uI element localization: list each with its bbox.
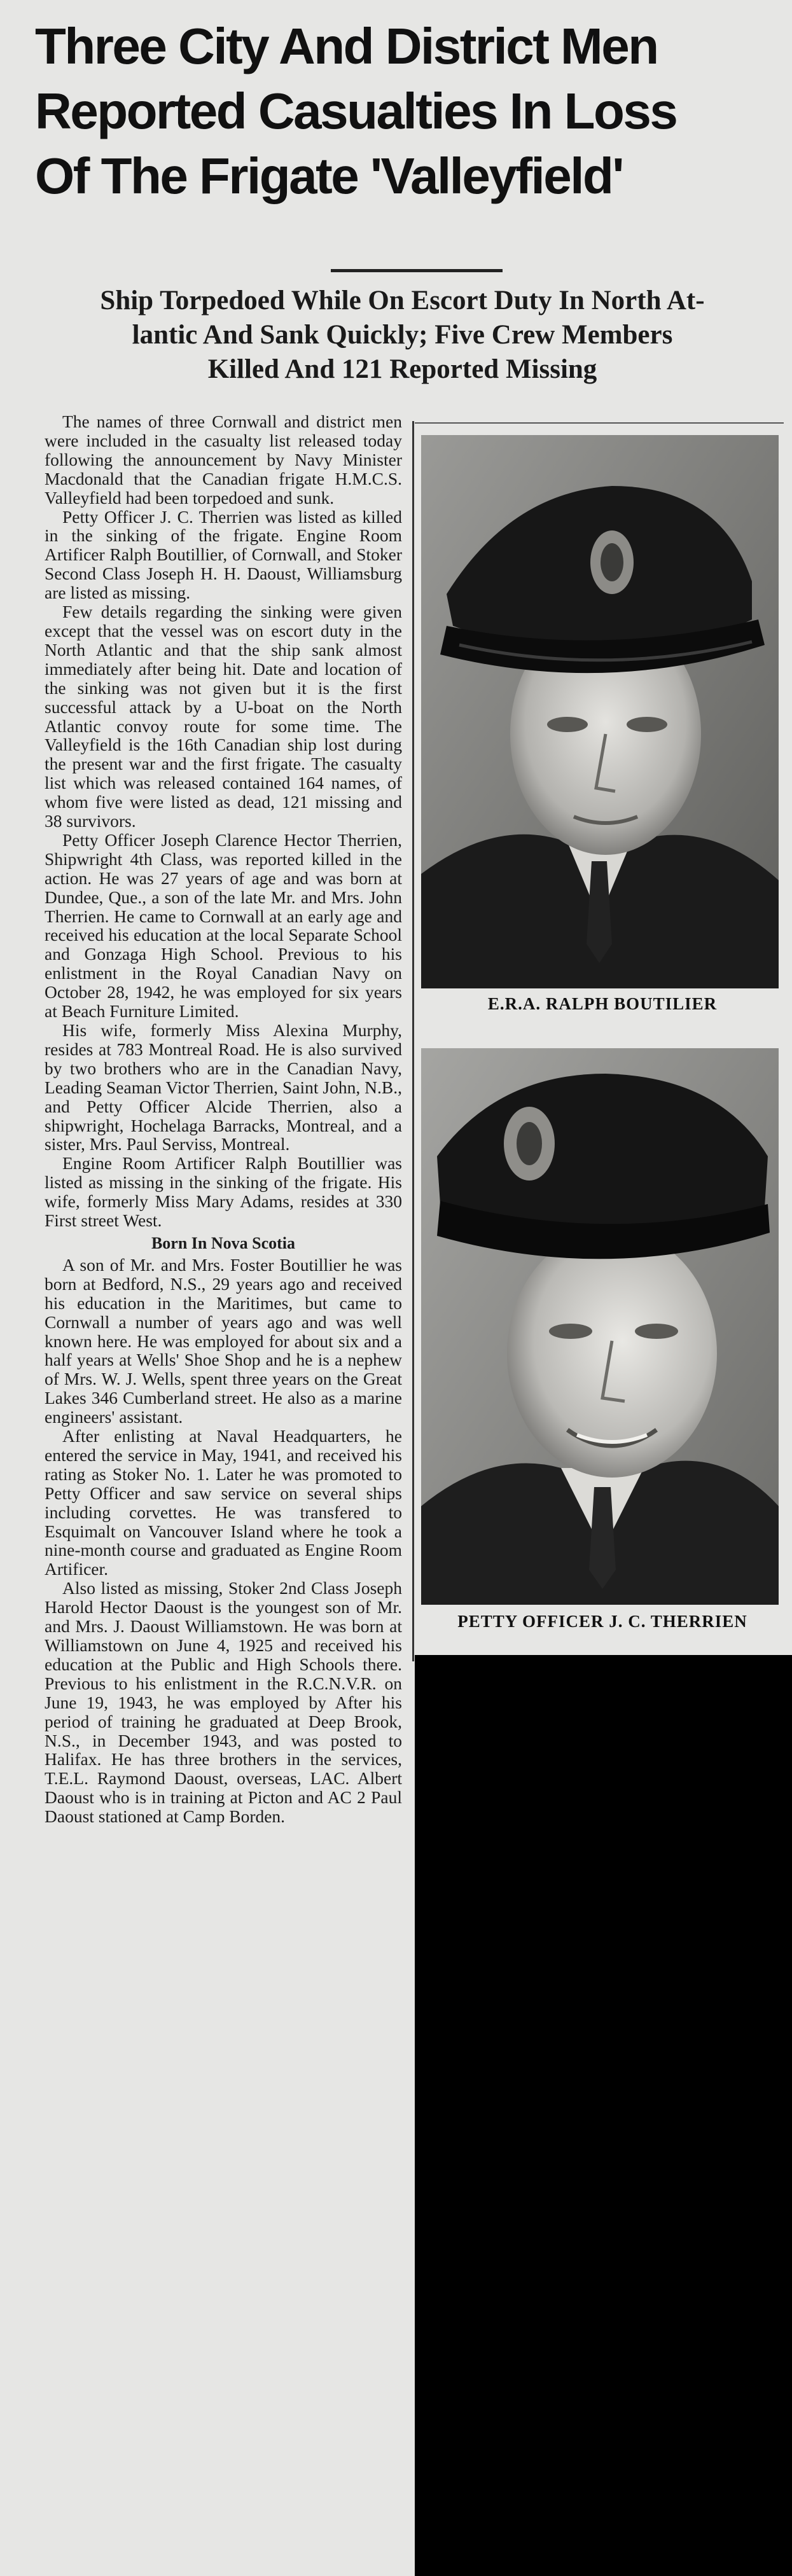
article-paragraph: After enlisting at Naval Headquarters, he entered the service in May, 1941, and received his rating as Stoker No. 1. Later he was promoted to Petty Officer and saw service on several ships including corvettes. He was transfered to Esquimalt on Vancouver Island where he took a nine-month course and graduated as Engine Room Artificer.	[45, 1426, 402, 1579]
headline	[35, 14, 786, 209]
subheadline-line-1: Ship Torpedoed While On Escort Duty In North At-	[100, 286, 705, 315]
headline-divider	[331, 269, 503, 272]
subheadline-line-2: lantic And Sank Quickly; Five Crew Members	[132, 320, 673, 350]
photo-caption-boutilier: E.R.A. RALPH BOUTILIER	[487, 994, 718, 1013]
article-paragraph: Petty Officer J. C. Therrien was listed as killed in the sinking of the frigate. Engine Room Artificer Ralph Boutillier, of Cornwall, and Stoker Second Class Joseph H. H. Daoust, Williamsburg are listed as missing.	[45, 506, 402, 603]
article-paragraph: A son of Mr. and Mrs. Foster Boutillier he was born at Bedford, N.S., 29 years ago and received his education in the Maritimes, but came to Cornwall a number of years ago and was well known here. He was employed for about six and a half years at Wells' Shoe Shop and he is a nephew of Mrs. W. J. Wells, spent three years on the Great Lakes 346 Cumberland street. He also as a marine engineers' assistant.	[45, 1254, 402, 1427]
headline-line-3: Of The Frigate 'Valleyfield'	[35, 148, 623, 204]
boutilier-portrait-photo	[421, 435, 779, 988]
article-paragraph: Engine Room Artificer Ralph Boutillier was listed as missing in the sinking of the frigate. His wife, formerly Miss Mary Adams, resides at 330 First street West.	[45, 1153, 402, 1231]
subheadline-line-3: Killed And 121 Reported Missing	[207, 354, 597, 384]
photo-caption-therrien: PETTY OFFICER J. C. THERRIEN	[457, 1612, 747, 1631]
therrien-portrait-photo	[421, 1048, 779, 1605]
article-paragraph: The names of three Cornwall and district men were included in the casualty list released today following the announcement by Navy Minister Macdonald that the Canadian frigate H.M.C.S. Valleyfield had been torpedoed and sunk.	[45, 412, 402, 508]
article-body	[45, 412, 402, 1826]
article-paragraph: Few details regarding the sinking were given except that the vessel was on escort duty in the North Atlantic and that the ship sank almost immediately after being hit. Date and location of the sinking was not given but it is the first successful attack by a U-boat on the North Atlantic convoy route for some time. The Valleyfield is the 16th Canadian ship lost during the present war and the first frigate. The casualty list which was released contained 164 names, of whom five were listed as dead, 121 missing and 38 survivors.	[45, 602, 402, 831]
headline-line-1: Three City And District Men	[35, 18, 658, 74]
article-paragraph: Also listed as missing, Stoker 2nd Class Joseph Harold Hector Daoust is the youngest son of Mr. and Mrs. J. Daoust Williamstown. He was born at Williamstown on June 4, 1925 and received his education at the Public and High Schools there. Previous to his enlistment in the R.C.N.V.R. on June 19, 1943, he was employed by After his period of training he graduated at Deep Brook, N.S., in December 1943, and was posted to Halifax. He has three brothers in the services, T.E.L. Raymond Daoust, overseas, LAC. Albert Daoust who is in training at Picton and AC 2 Paul Daoust stationed at Camp Borden.	[45, 1578, 402, 1827]
article-paragraph: His wife, formerly Miss Alexina Murphy, resides at 783 Montreal Road. He is also survived by two brothers who are in the Canadian Navy, Leading Seaman Victor Therrien, Saint John, N.B., and Petty Officer Alcide Therrien, also a shipwright, Hochelaga Barracks, Montreal, and a sister, Mrs. Paul Serviss, Montreal.	[45, 1020, 402, 1154]
headline-line-2: Reported Casualties In Loss	[35, 83, 677, 139]
photo-top-rule	[415, 422, 784, 424]
article-paragraph: Petty Officer Joseph Clarence Hector Therrien, Shipwright 4th Class, was reported killed in the action. He was 27 years of age and was born at Dundee, Que., a son of the late Mr. and Mrs. John Therrien. He came to Cornwall at an early age and received his education at the local Separate School and Gonzaga High School. Previous to his enlistment in the Royal Canadian Navy on October 28, 1942, he was employed for six years at Beach Furniture Limited.	[45, 829, 402, 1021]
blank-black-area	[415, 1655, 792, 2576]
column-divider	[412, 421, 414, 1661]
section-subhead: Born In Nova Scotia	[151, 1233, 296, 1252]
subheadline	[19, 284, 786, 387]
